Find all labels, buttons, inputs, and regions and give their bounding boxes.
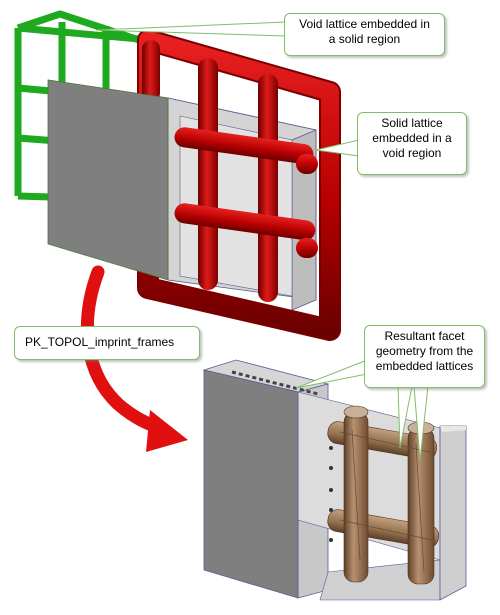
result-callout — [364, 325, 485, 388]
solid-lattice-callout — [357, 112, 467, 175]
solid-lattice-label-line-2: embedded in a — [372, 131, 452, 145]
result-label-line-1: Resultant facet — [384, 329, 465, 343]
result-solid-front-face — [204, 370, 298, 598]
solid-lattice-label-line-3: void region — [382, 146, 442, 160]
void-lattice-callout — [284, 13, 445, 56]
result-label-line-3: embedded lattices — [375, 359, 474, 373]
operation-callout — [14, 326, 200, 360]
result-label-line-2: geometry from the — [375, 344, 474, 358]
void-lattice-label-line-2: a solid region — [328, 32, 401, 46]
solid-lattice-label-line-1: Solid lattice — [381, 116, 443, 130]
operation-label: PK_TOPOL_imprint_frames — [25, 335, 175, 349]
top-solid-front-face — [48, 80, 168, 280]
void-lattice-label-line-1: Void lattice embedded in — [299, 17, 430, 31]
